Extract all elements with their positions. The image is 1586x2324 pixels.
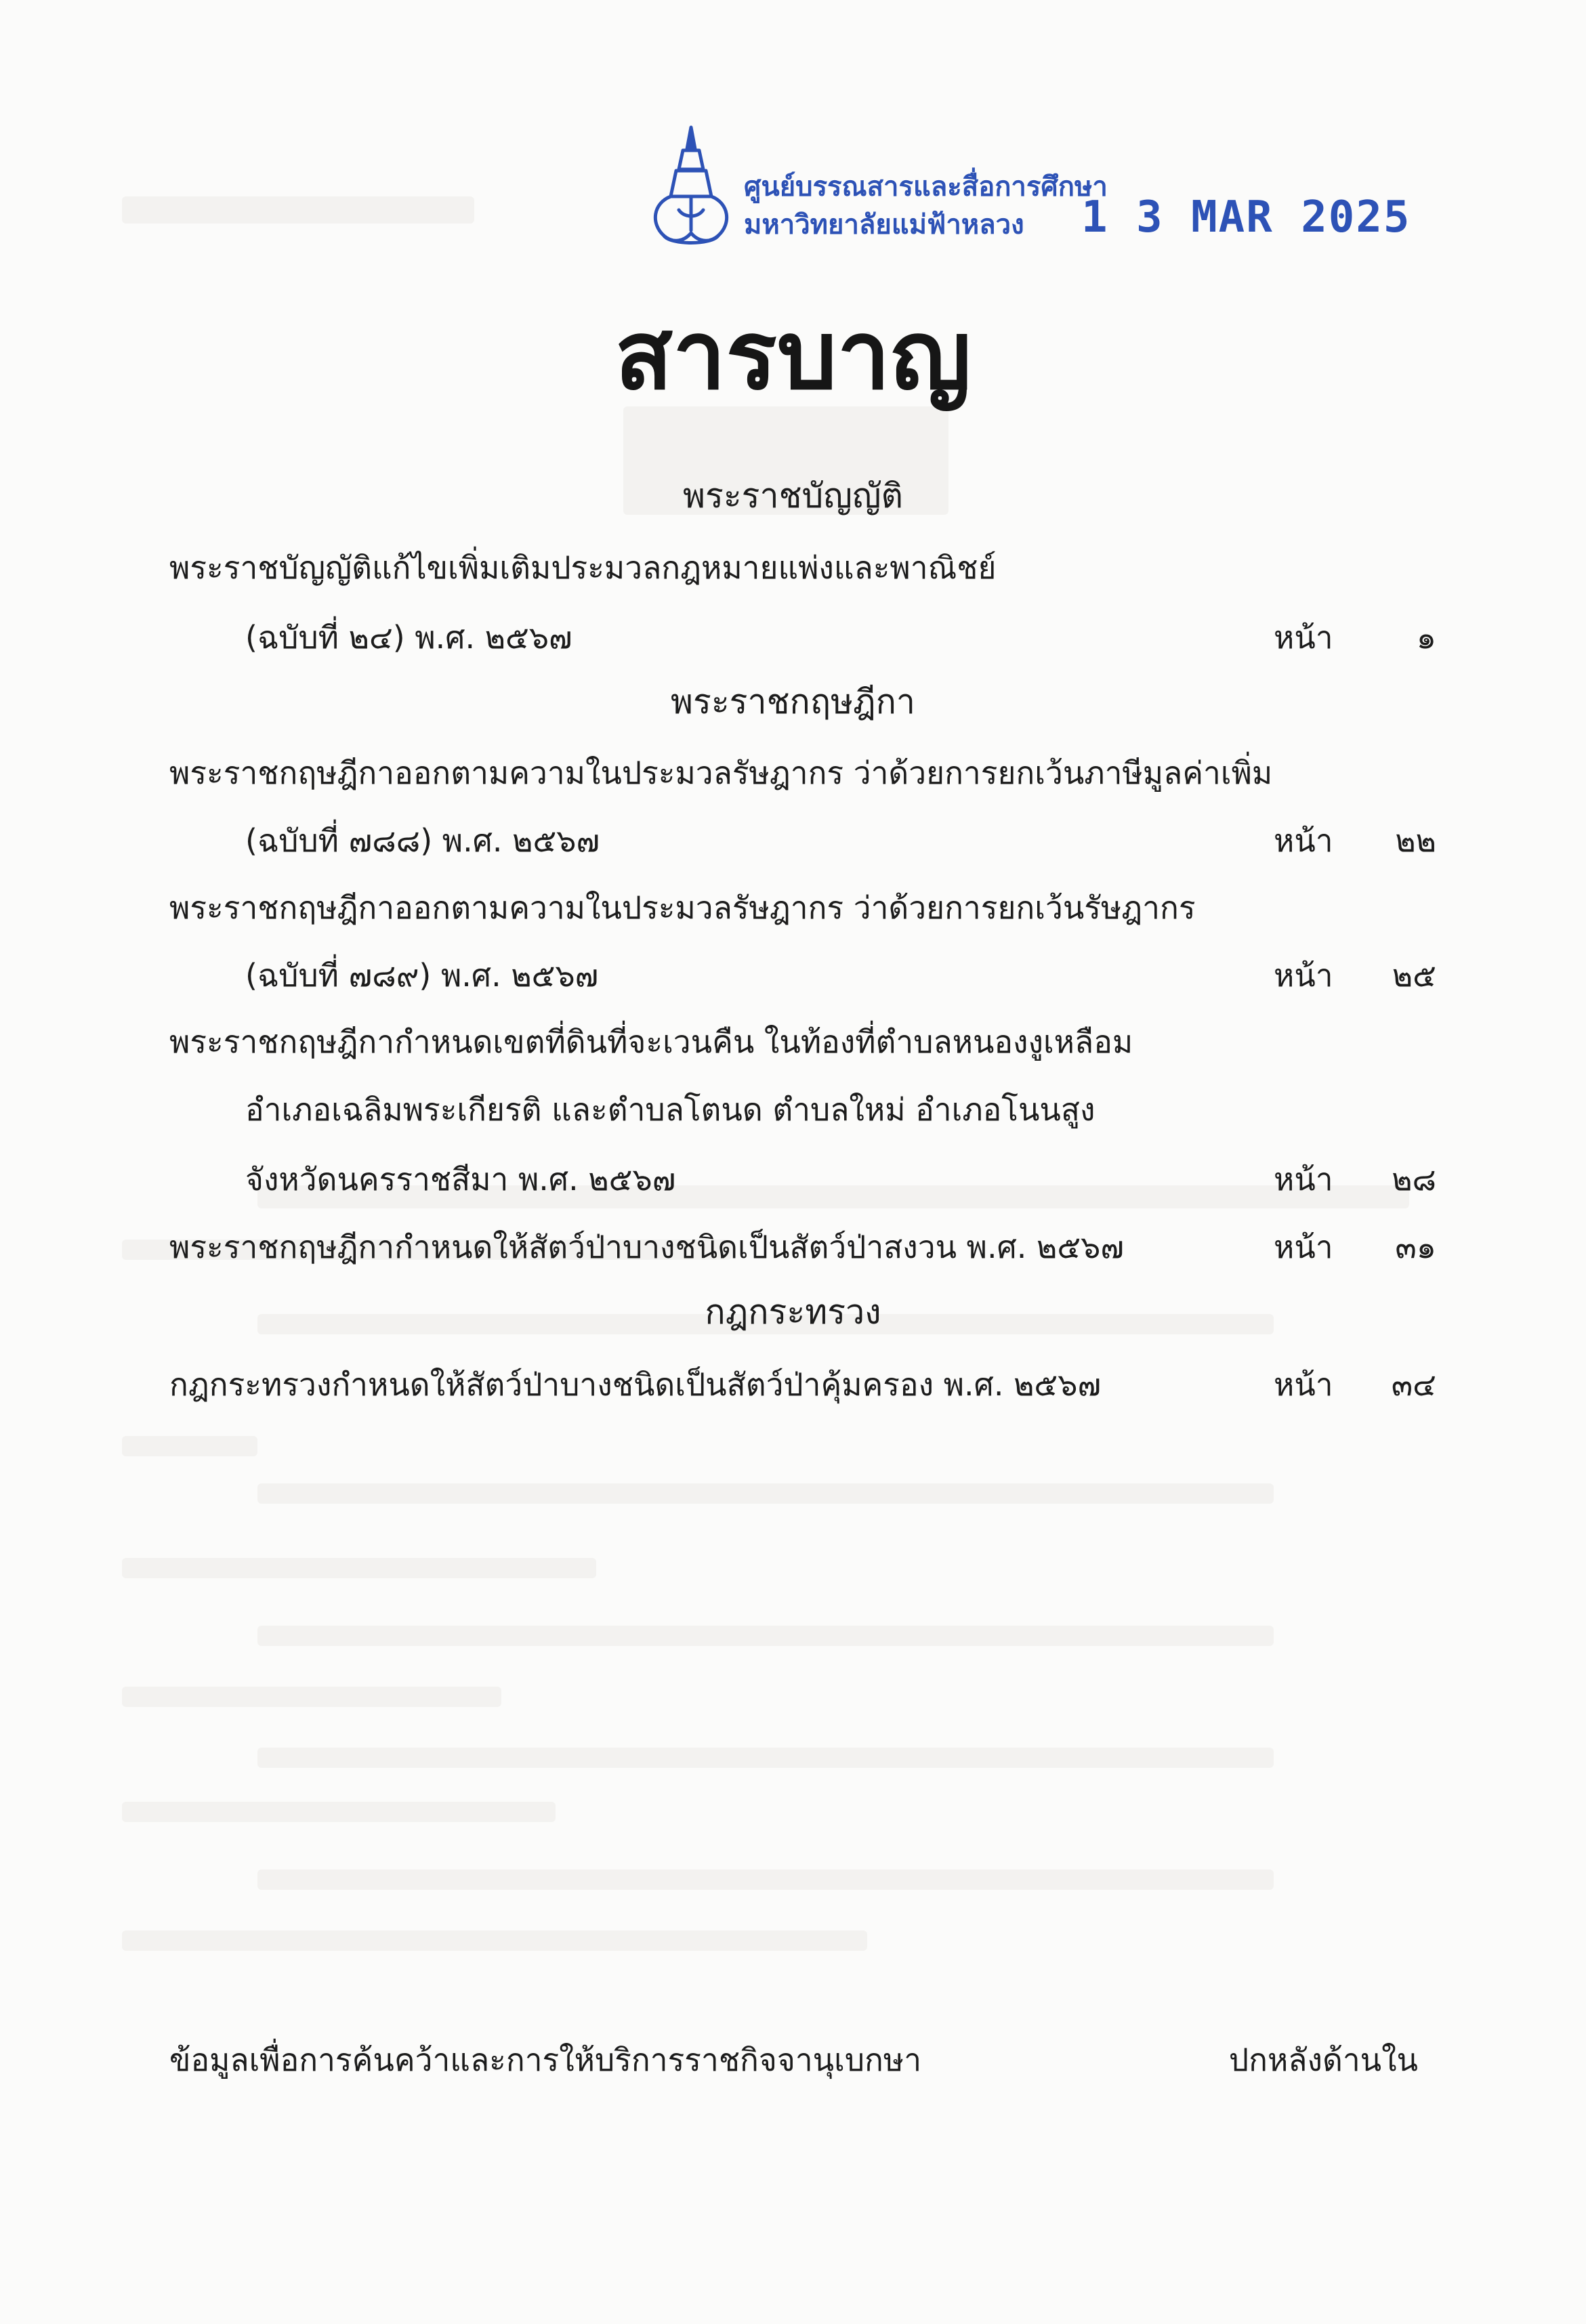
stamp-organization bbox=[744, 168, 1108, 244]
university-emblem-icon bbox=[644, 122, 738, 251]
section-heading-acts: พระราชบัญญัติ bbox=[683, 476, 903, 515]
page-number: ๓๑ bbox=[1395, 1229, 1436, 1265]
page-number: ๒๘ bbox=[1392, 1161, 1436, 1198]
footer-note: ข้อมูลเพื่อการค้นคว้าและการให้บริการราชกิจจานุเบกษา bbox=[169, 2042, 922, 2078]
entry-title-line: (ฉบับที่ ๗๘๘) พ.ศ. ๒๕๖๗ bbox=[245, 822, 600, 859]
page-label: หน้า bbox=[1274, 619, 1333, 656]
page-number: ๓๔ bbox=[1391, 1366, 1436, 1403]
section-heading-royal-decrees: พระราชกฤษฎีกา bbox=[671, 682, 915, 721]
page-number: ๑ bbox=[1416, 619, 1436, 656]
entry-title-line: กฎกระทรวงกำหนดให้สัตว์ป่าบางชนิดเป็นสัตว์ป่าคุ้มครอง พ.ศ. ๒๕๖๗ bbox=[169, 1366, 1102, 1403]
entry-title-line: จังหวัดนครราชสีมา พ.ศ. ๒๕๖๗ bbox=[245, 1161, 676, 1198]
bleed-through-mark bbox=[122, 196, 474, 224]
entry-title-line: พระราชกฤษฎีกาออกตามความในประมวลรัษฎากร ว่าด้วยการยกเว้นภาษีมูลค่าเพิ่ม bbox=[169, 755, 1273, 791]
page-label: หน้า bbox=[1274, 1161, 1333, 1198]
page-label: หน้า bbox=[1274, 1229, 1333, 1265]
page-label: หน้า bbox=[1274, 957, 1333, 994]
bleed-through-mark bbox=[257, 1748, 1274, 1768]
page-label: หน้า bbox=[1274, 822, 1333, 859]
entry-title-line: อำเภอเฉลิมพระเกียรติ และตำบลโตนด ตำบลใหม่ อำเภอโนนสูง bbox=[245, 1091, 1095, 1128]
bleed-through-mark bbox=[122, 1436, 257, 1456]
stamp-org-line1: ศูนย์บรรณสารและสื่อการศึกษา bbox=[744, 171, 1108, 203]
page-number: ๒๒ bbox=[1395, 822, 1436, 859]
stamp-date: 1 3 MAR 2025 bbox=[1081, 192, 1411, 242]
bleed-through-mark bbox=[122, 1558, 596, 1578]
bleed-through-mark bbox=[122, 1687, 501, 1707]
entry-title-line: พระราชกฤษฎีกากำหนดให้สัตว์ป่าบางชนิดเป็นสัตว์ป่าสงวน พ.ศ. ๒๕๖๗ bbox=[169, 1229, 1124, 1265]
bleed-through-mark bbox=[257, 1869, 1274, 1890]
entry-title-line: พระราชกฤษฎีกากำหนดเขตที่ดินที่จะเวนคืน ในท้องที่ตำบลหนองงูเหลือม bbox=[169, 1023, 1133, 1060]
bleed-through-mark bbox=[122, 1930, 867, 1951]
entry-title-line: พระราชบัญญัติแก้ไขเพิ่มเติมประมวลกฎหมายแพ่งและพาณิชย์ bbox=[169, 549, 997, 586]
entry-title-line: พระราชกฤษฎีกาออกตามความในประมวลรัษฎากร ว่าด้วยการยกเว้นรัษฎากร bbox=[169, 889, 1196, 926]
footer-page-position: ปกหลังด้านใน bbox=[1228, 2042, 1418, 2078]
bleed-through-mark bbox=[257, 1626, 1274, 1646]
page-number: ๒๕ bbox=[1392, 957, 1436, 994]
bleed-through-mark bbox=[257, 1483, 1274, 1504]
bleed-through-mark bbox=[122, 1802, 556, 1822]
stamp-org-line2: มหาวิทยาลัยแม่ฟ้าหลวง bbox=[744, 209, 1024, 240]
entry-title-line: (ฉบับที่ ๗๘๙) พ.ศ. ๒๕๖๗ bbox=[245, 957, 599, 994]
page-title: สารบาญ bbox=[614, 300, 972, 411]
entry-title-line: (ฉบับที่ ๒๔) พ.ศ. ๒๕๖๗ bbox=[245, 619, 572, 656]
page-label: หน้า bbox=[1274, 1366, 1333, 1403]
section-heading-ministerial-regulations: กฎกระทรวง bbox=[705, 1292, 881, 1332]
